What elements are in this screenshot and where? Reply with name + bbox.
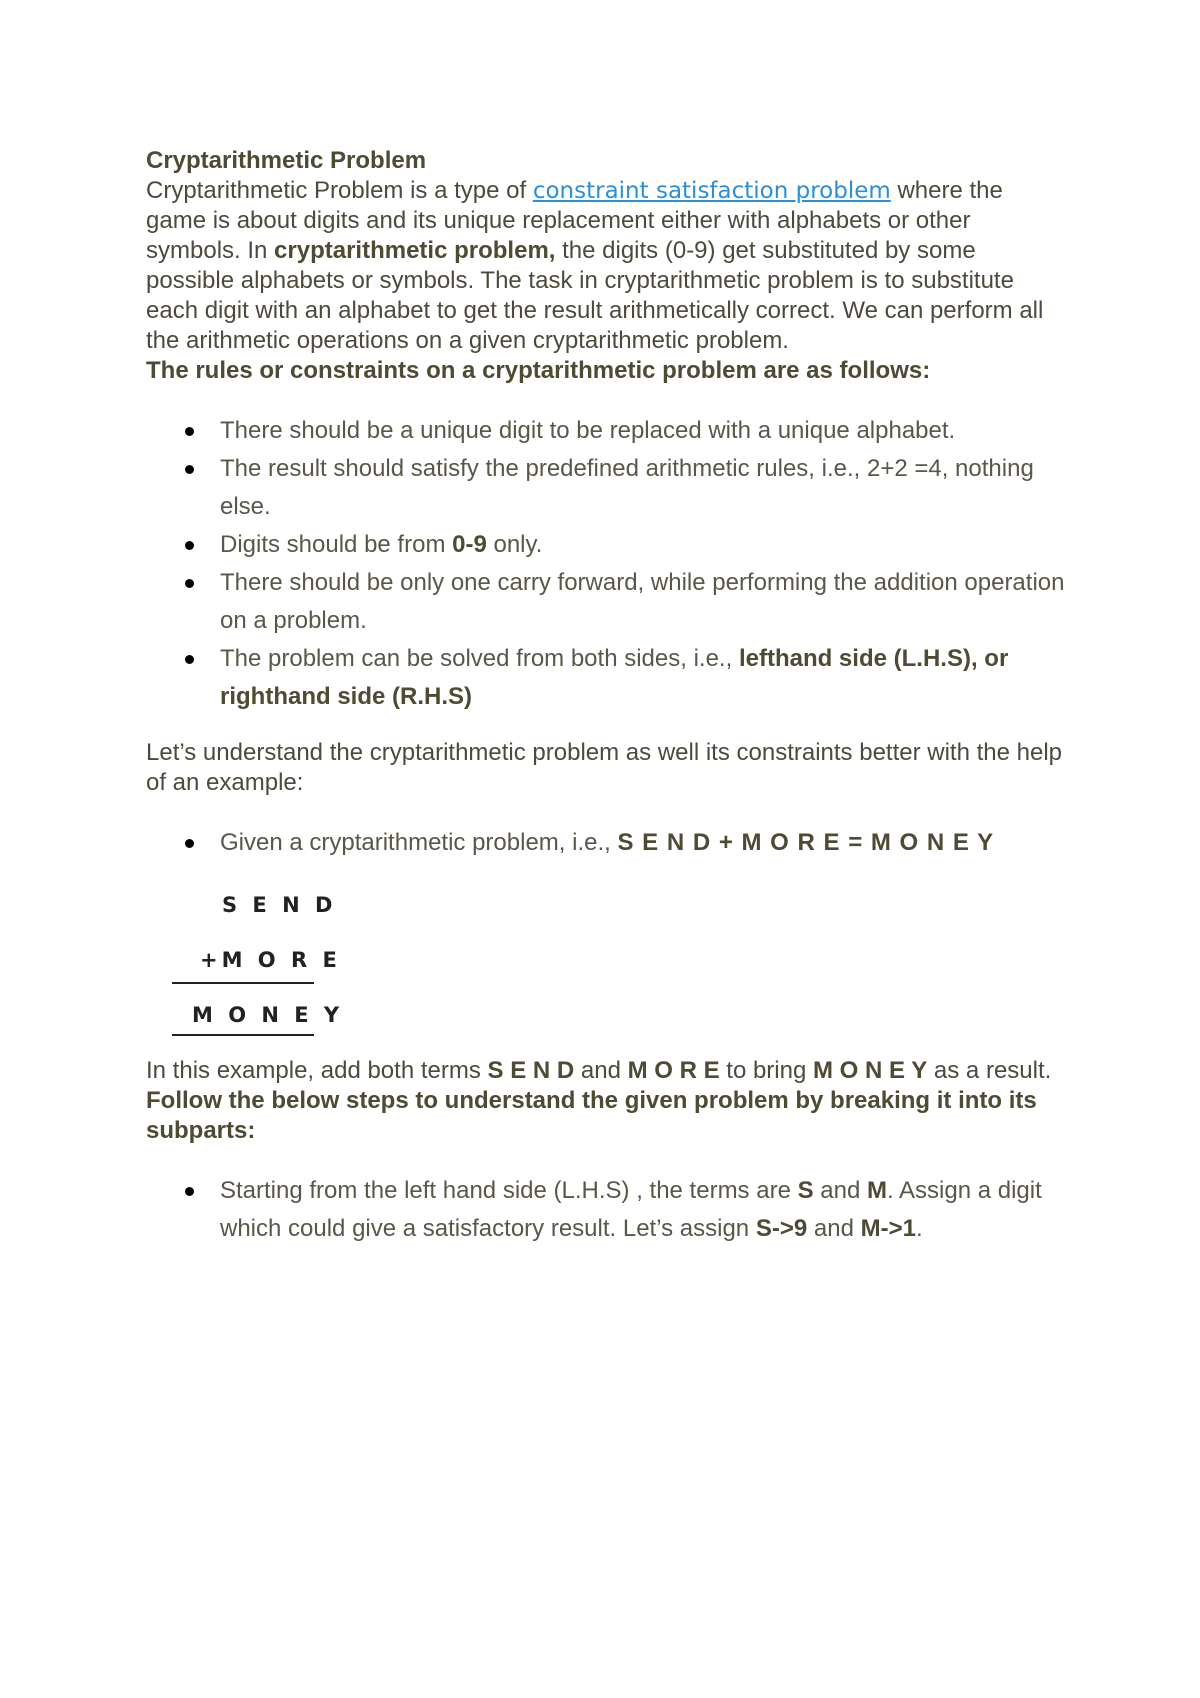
example-result xyxy=(146,1056,1066,1086)
step-text: Starting from the left hand side (L.H.S) , the terms are xyxy=(220,1177,798,1204)
rules-list xyxy=(146,412,1066,716)
rules-heading: The rules or constraints on a cryptarithmetic problem are as follows: xyxy=(146,357,931,384)
result-bold: M O N E Y xyxy=(813,1057,928,1084)
step-bold: M xyxy=(867,1177,887,1204)
list-item xyxy=(146,564,1066,640)
step-bold: S->9 xyxy=(755,1215,808,1242)
rule-text: only. xyxy=(486,531,543,558)
rule-bold: lefthand side (L.H.S), or righthand side (R.H.S) xyxy=(220,645,1009,710)
sum-illustration xyxy=(146,862,1066,1048)
result-bold: M O R E xyxy=(627,1057,720,1084)
list-item xyxy=(146,412,1066,450)
result-text: to bring xyxy=(719,1057,813,1084)
sum-divider-bottom xyxy=(172,1034,314,1036)
rule-text: There should be only one carry forward, while performing the addition operation on a problem. xyxy=(220,569,1065,634)
list-item xyxy=(146,824,1066,862)
intro-bold-term: cryptarithmetic problem, xyxy=(274,237,556,264)
rule-text: The problem can be solved from both sides, i.e., xyxy=(220,645,739,672)
sum-line-money: M O N E Y xyxy=(192,1003,344,1027)
constraint-satisfaction-link[interactable]: constraint satisfaction problem xyxy=(532,178,891,204)
step-bold: S xyxy=(797,1177,814,1204)
result-bold: S E N D xyxy=(487,1057,575,1084)
example-intro: Let’s understand the cryptarithmetic problem as well its constraints better with the help of an example: xyxy=(146,739,1063,796)
steps-heading: Follow the below steps to understand the given problem by breaking it into its subparts: xyxy=(146,1087,1037,1144)
rule-bold: 0-9 xyxy=(452,531,487,558)
result-text: and xyxy=(574,1057,628,1084)
example-equation: S E N D + M O R E = M O N E Y xyxy=(617,829,995,856)
rule-text: Digits should be from xyxy=(220,531,453,558)
document-title: Cryptarithmetic Problem xyxy=(146,147,427,174)
intro-text-3: the digits (0-9) get substituted by some possible alphabets or symbols. The task in cryptarithmetic problem is to substitute each digit with an alphabet to get the result arithmetically correct. We can perform all the arithmetic operations on a given cryptarithmetic problem. xyxy=(146,237,1044,354)
example-list xyxy=(146,824,1066,862)
list-item xyxy=(146,526,1066,564)
list-item xyxy=(146,1172,1066,1248)
step-text: . xyxy=(915,1215,923,1242)
result-text: In this example, add both terms xyxy=(146,1057,488,1084)
document-body xyxy=(146,146,1066,1248)
sum-line-more: +M O R E xyxy=(200,948,341,972)
list-item xyxy=(146,450,1066,526)
intro-paragraph xyxy=(146,176,1066,356)
step-text: . Assign a digit which could give a satisfactory result. Let’s assign xyxy=(220,1177,1042,1242)
result-text: as a result. xyxy=(927,1057,1052,1084)
list-item xyxy=(146,640,1066,716)
example-text: Given a cryptarithmetic problem, i.e., xyxy=(220,829,618,856)
rule-text: There should be a unique digit to be replaced with a unique alphabet. xyxy=(220,417,956,444)
intro-text-2: where the game is about digits and its unique replacement either with alphabets or other symbols. In xyxy=(146,177,1003,264)
steps-list xyxy=(146,1172,1066,1248)
rule-text: The result should satisfy the predefined arithmetic rules, i.e., 2+2 =4, nothing else. xyxy=(220,455,1034,520)
sum-divider-top xyxy=(172,982,314,984)
step-text: and xyxy=(813,1177,867,1204)
sum-line-send: S E N D xyxy=(222,893,337,917)
step-text: and xyxy=(807,1215,861,1242)
intro-text-1: Cryptarithmetic Problem is a type of xyxy=(146,177,533,204)
step-bold: M->1 xyxy=(860,1215,916,1242)
